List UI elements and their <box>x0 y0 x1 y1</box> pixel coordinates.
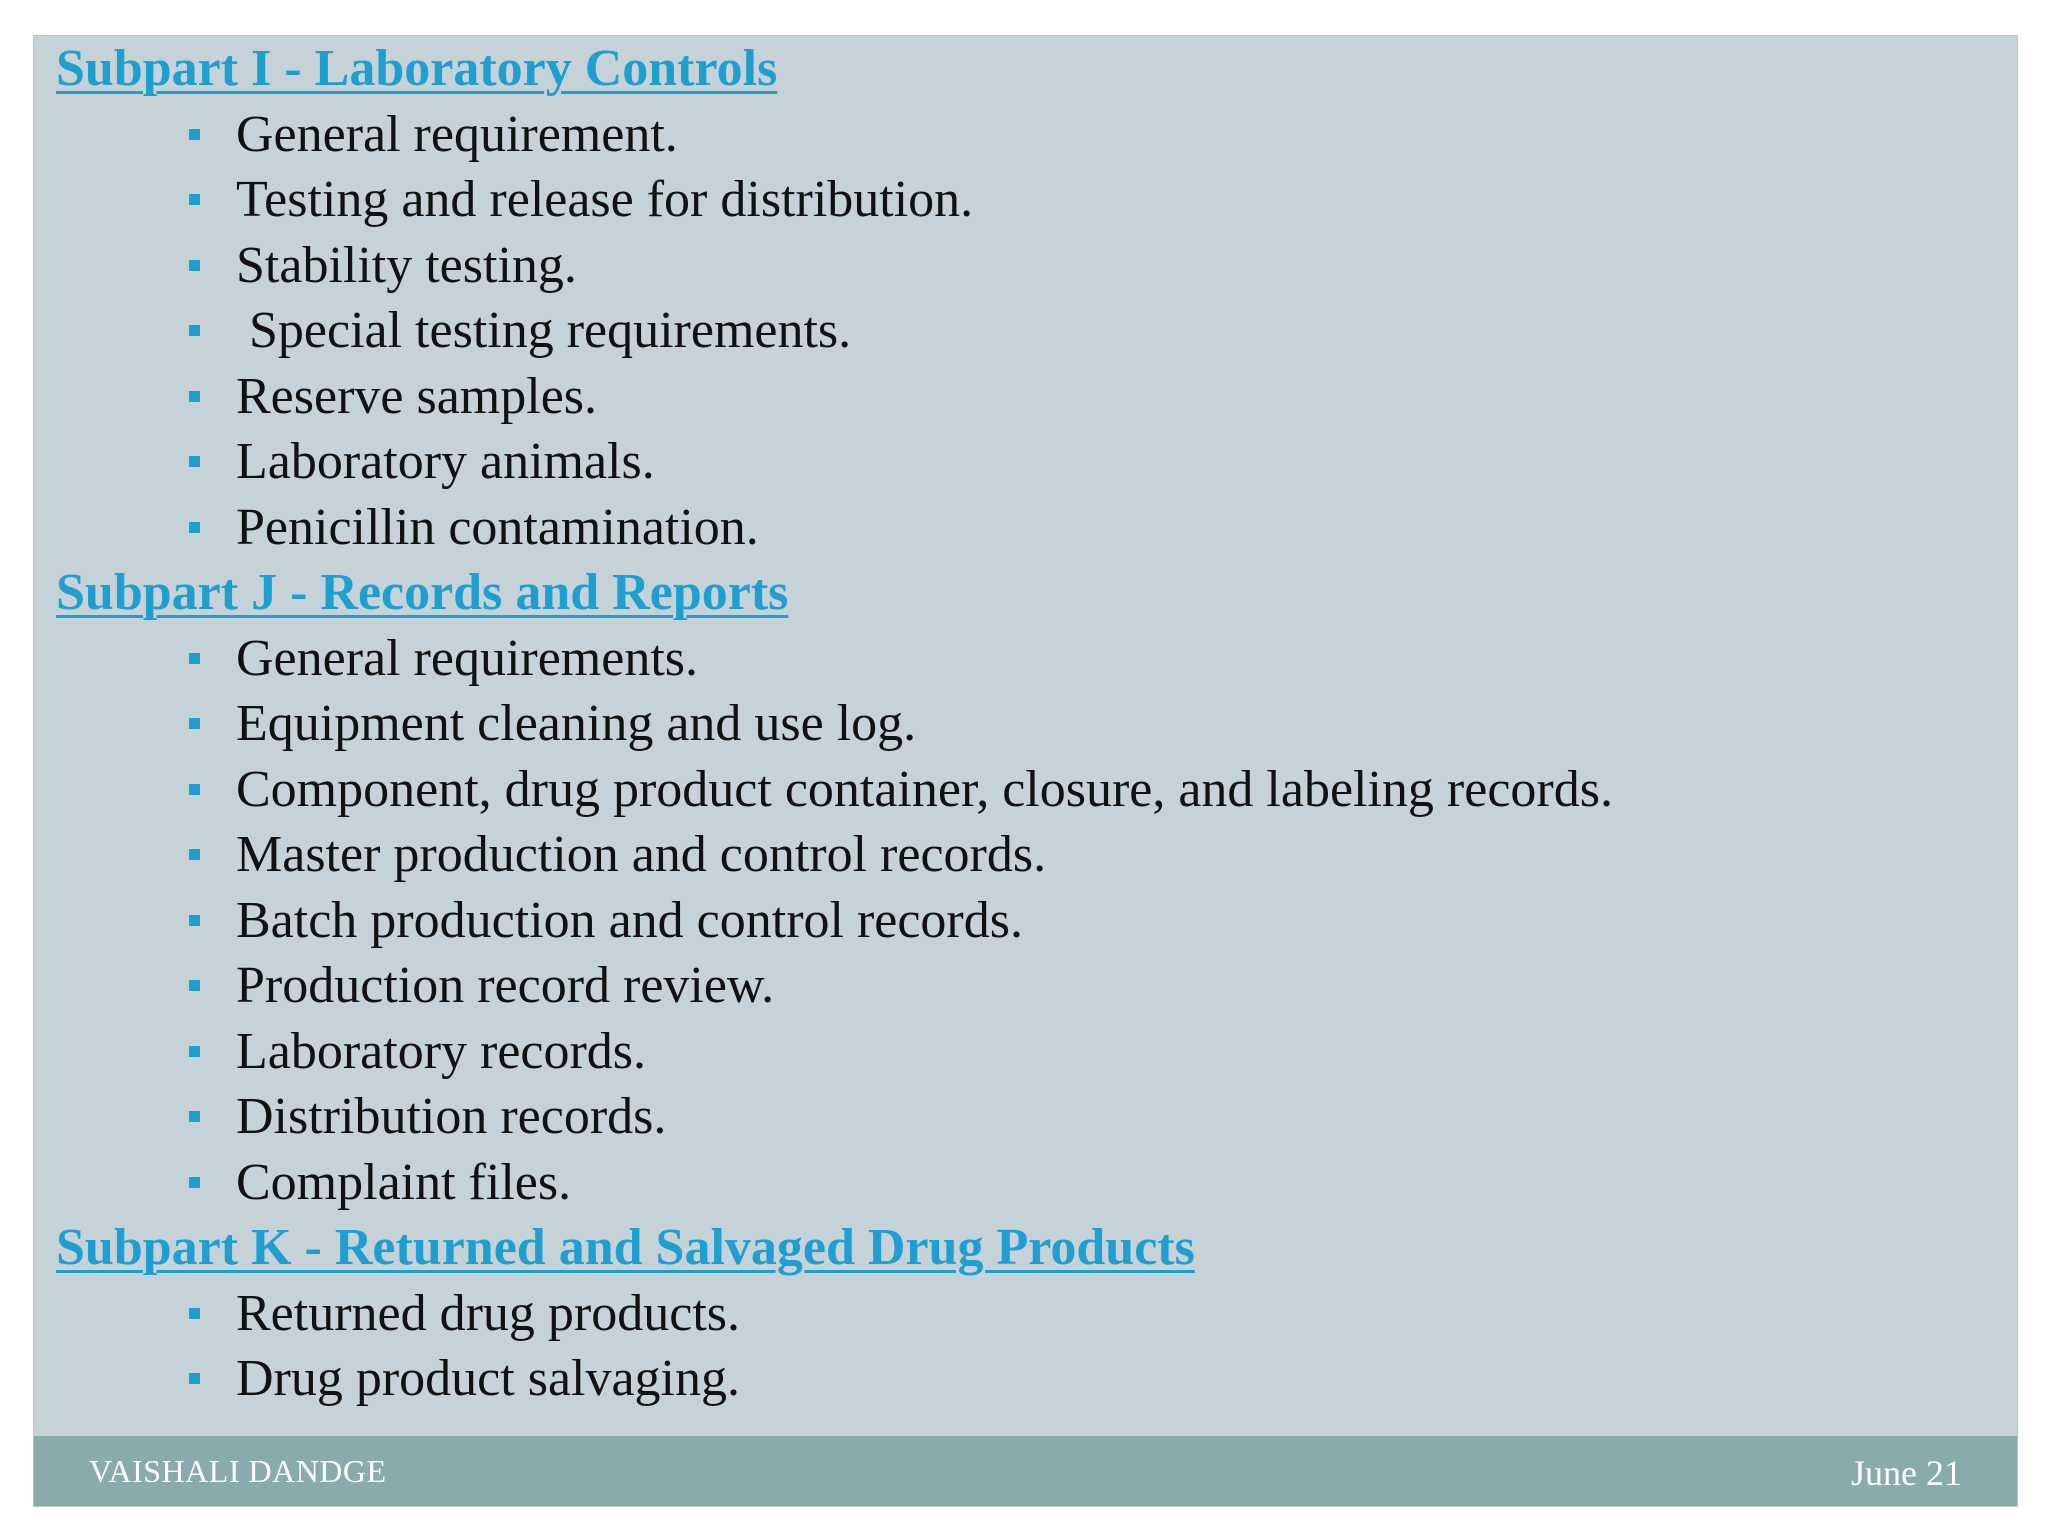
square-bullet-icon <box>189 784 200 795</box>
square-bullet-icon <box>189 129 200 140</box>
heading-subpart-i[interactable]: Subpart I - Laboratory Controls <box>56 40 778 97</box>
list-item-text: Master production and control records. <box>236 826 1047 883</box>
list-item-text: Production record review. <box>236 957 775 1014</box>
list-item <box>56 1150 2006 1216</box>
list-item <box>56 822 2006 888</box>
list-item <box>56 1346 2006 1412</box>
list-item-text: General requirements. <box>236 629 699 687</box>
square-bullet-icon <box>189 260 200 271</box>
list-item-text: Reserve samples. <box>236 367 598 425</box>
square-bullet-icon <box>189 915 200 926</box>
square-bullet-icon <box>189 653 200 664</box>
list-item <box>56 167 2006 233</box>
list-item <box>56 364 2006 430</box>
heading-subpart-k[interactable]: Subpart K - Returned and Salvaged Drug Products <box>56 1219 1195 1276</box>
list-item-text: Component, drug product container, closure, and labeling records. <box>236 760 1613 818</box>
slide <box>33 35 2018 1507</box>
list-item-text: Special testing requirements. <box>236 302 852 359</box>
list-item-text: Drug product salvaging. <box>236 1350 741 1407</box>
list-item <box>56 691 2006 757</box>
square-bullet-icon <box>189 456 200 467</box>
square-bullet-icon <box>189 1373 200 1384</box>
square-bullet-icon <box>189 391 200 402</box>
list-item <box>56 233 2006 299</box>
list-item-text: Returned drug products. <box>236 1284 741 1342</box>
square-bullet-icon <box>189 194 200 205</box>
list-item <box>56 953 2006 1019</box>
square-bullet-icon <box>189 1308 200 1319</box>
list-item <box>56 888 2006 954</box>
square-bullet-icon <box>189 325 200 336</box>
list-item-text: Batch production and control records. <box>236 891 1023 949</box>
footer-date: June 21 <box>1851 1453 1962 1493</box>
heading-subpart-j[interactable]: Subpart J - Records and Reports <box>56 564 789 621</box>
list-item-text: Laboratory animals. <box>236 433 655 490</box>
slide-footer <box>34 1436 2017 1506</box>
list-item <box>56 429 2006 495</box>
list-item <box>56 298 2006 364</box>
list-item-text: Distribution records. <box>236 1088 667 1145</box>
list-item <box>56 626 2006 692</box>
square-bullet-icon <box>189 1111 200 1122</box>
list-item-text: Equipment cleaning and use log. <box>236 695 917 752</box>
square-bullet-icon <box>189 980 200 991</box>
footer-author: VAISHALI DANDGE <box>89 1453 387 1489</box>
list-item-text: Penicillin contamination. <box>236 498 759 556</box>
list-item <box>56 1019 2006 1085</box>
square-bullet-icon <box>189 1046 200 1057</box>
list-item-text: Complaint files. <box>236 1153 572 1211</box>
list-item-text: General requirement. <box>236 105 678 163</box>
square-bullet-icon <box>189 1177 200 1188</box>
list-item <box>56 102 2006 168</box>
list-item <box>56 495 2006 561</box>
square-bullet-icon <box>189 849 200 860</box>
slide-content <box>56 36 2006 1412</box>
square-bullet-icon <box>189 718 200 729</box>
list-item-text: Stability testing. <box>236 236 577 294</box>
list-item <box>56 757 2006 823</box>
list-item-text: Laboratory records. <box>236 1022 647 1080</box>
list-item-text: Testing and release for distribution. <box>236 171 974 228</box>
list-item <box>56 1281 2006 1347</box>
list-item <box>56 1084 2006 1150</box>
square-bullet-icon <box>189 522 200 533</box>
